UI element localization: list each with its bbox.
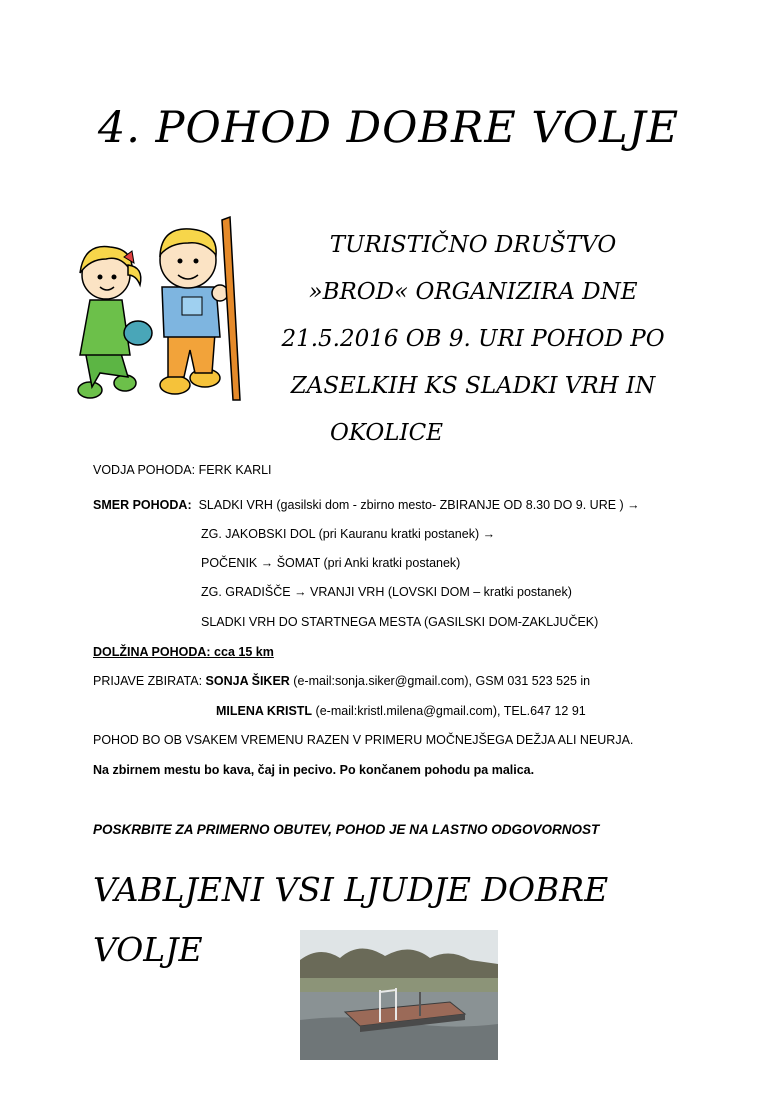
announcement-line: »BROD« ORGANIZIRA DNE	[308, 279, 638, 305]
announcement-line: TURISTIČNO DRUŠTVO	[329, 232, 617, 258]
contact-details: (e-mail:kristl.milena@gmail.com), TEL.647 12 91	[315, 704, 586, 718]
route-step: SLADKI VRH DO STARTNEGA MESTA (GASILSKI DOM-ZAKLJUČEK)	[201, 615, 599, 629]
responsibility-warning: POSKRBITE ZA PRIMERNO OBUTEV, POHOD JE NA LASTNO ODGOVORNOST	[93, 822, 600, 837]
hike-leader: VODJA POHODA: FERK KARLI	[93, 463, 272, 477]
contact-name: MILENA KRISTL	[216, 704, 313, 718]
weather-note: POHOD BO OB VSAKEM VREMENU RAZEN V PRIMERU MOČNEJŠEGA DEŽJA ALI NEURJA.	[93, 733, 634, 747]
route-step: ZG. GRADIŠČE → VRANJI VRH (LOVSKI DOM – kratki postanek)	[201, 585, 572, 599]
river-ferry-photo	[300, 930, 498, 1060]
registration-label: PRIJAVE ZBIRATA:	[93, 674, 203, 688]
refreshments-note: Na zbirnem mestu bo kava, čaj in pecivo. Po končanem pohodu pa malica.	[93, 763, 535, 777]
route-step: SLADKI VRH (gasilski dom - zbirno mesto- ZBIRANJE OD 8.30 DO 9. URE ) →	[198, 498, 640, 512]
contact-details: (e-mail:sonja.siker@gmail.com), GSM 031 523 525 in	[293, 674, 591, 688]
welcome-line: VABLJENI VSI LJUDJE DOBRE	[93, 870, 609, 909]
page-title: 4. POHOD DOBRE VOLJE	[97, 103, 680, 153]
announcement-line: OKOLICE	[330, 420, 444, 446]
route-step: ZG. JAKOBSKI DOL (pri Kauranu kratki postanek) →	[201, 527, 496, 541]
hike-length: DOLŽINA POHODA: cca 15 km	[93, 645, 274, 659]
hiking-children-illustration	[70, 215, 255, 405]
announcement-line: 21.5.2016 OB 9. URI POHOD PO	[281, 326, 665, 352]
registration-line	[93, 674, 590, 688]
route-label: SMER POHODA:	[93, 498, 192, 512]
registration-line	[216, 704, 586, 718]
welcome-line: VOLJE	[93, 930, 203, 969]
contact-name: SONJA ŠIKER	[205, 674, 290, 688]
route-start	[93, 498, 640, 512]
announcement-line: ZASELKIH KS SLADKI VRH IN	[290, 373, 656, 399]
route-step: POČENIK → ŠOMAT (pri Anki kratki postanek)	[201, 556, 461, 570]
event-announcement	[258, 222, 688, 457]
